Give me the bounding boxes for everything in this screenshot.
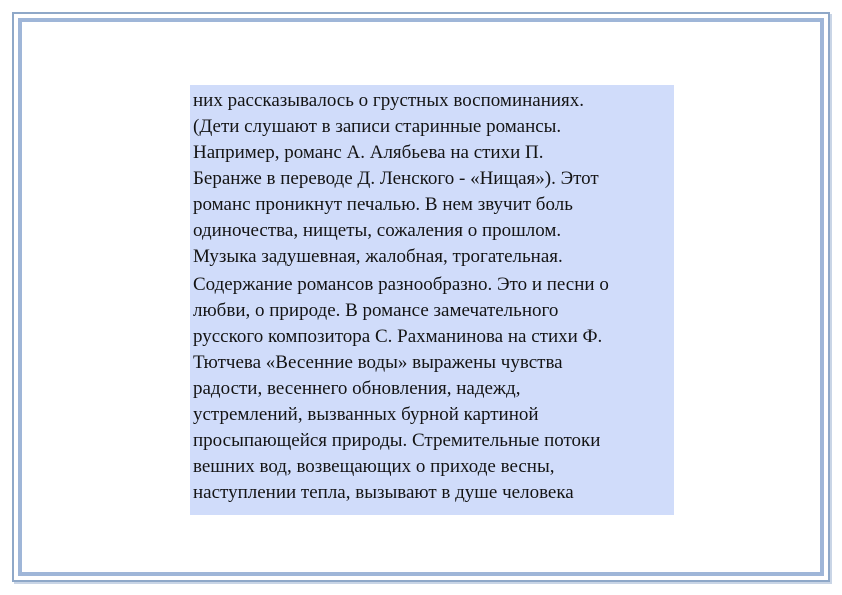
text-line: Беранже в переводе Д. Ленского - «Нищая»). Этот: [193, 168, 599, 189]
text-line: любви, о природе. В романсе замечательного: [193, 300, 559, 321]
text-line: русского композитора С. Рахманинова на стихи Ф.: [193, 326, 603, 347]
text-line: вешних вод, возвещающих о приходе весны,: [193, 456, 555, 477]
paragraph-1: [193, 88, 674, 270]
text-line: радости, весеннего обновления, надежд,: [193, 378, 521, 399]
text-line: Музыка задушевная, жалобная, трогательная.: [193, 246, 563, 267]
text-line: романс проникнут печалью. В нем звучит боль: [193, 194, 573, 215]
text-line: Например, романс А. Алябьева на стихи П.: [193, 142, 544, 163]
text-box: [190, 85, 674, 515]
text-line: (Дети слушают в записи старинные романсы.: [193, 116, 562, 137]
text-line: Тютчева «Весенние воды» выражены чувства: [193, 352, 563, 373]
text-line: одиночества, нищеты, сожаления о прошлом.: [193, 220, 562, 241]
text-line: просыпающейся природы. Стремительные потоки: [193, 430, 601, 451]
paragraph-2: [193, 272, 674, 506]
text-line: наступлении тепла, вызывают в душе человека: [193, 482, 574, 503]
text-line: Содержание романсов разнообразно. Это и песни о: [193, 274, 609, 295]
text-line: устремлений, вызванных бурной картиной: [193, 404, 539, 425]
text-line: них рассказывалось о грустных воспоминаниях.: [193, 90, 585, 111]
